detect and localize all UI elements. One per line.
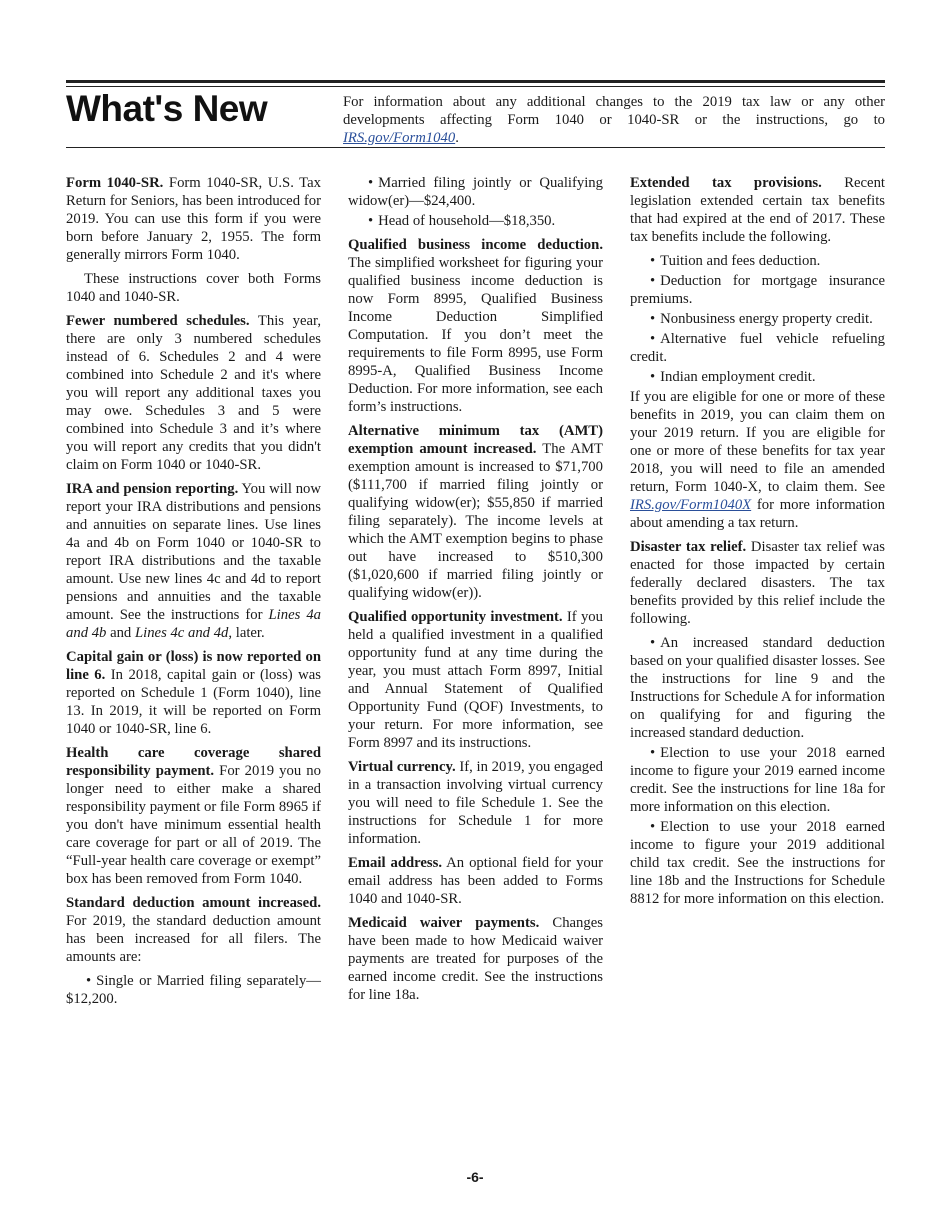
column-3 — [630, 174, 885, 910]
list-item — [630, 330, 885, 366]
paragraph-capital-gain — [66, 648, 321, 738]
heading-disaster-relief: Disaster tax relief. — [630, 539, 747, 555]
form1040-link[interactable]: IRS.gov/Form1040 — [343, 130, 456, 146]
column-2 — [348, 174, 603, 1010]
list-item-text: Single or Married filing separately—$12,200. — [66, 973, 321, 1007]
paragraph-email-address — [348, 854, 603, 908]
heading-standard-deduction: Standard deduction amount increased. — [66, 895, 321, 911]
paragraph-form-1040sr — [66, 174, 321, 264]
bullet-icon: • — [650, 311, 656, 327]
text-opportunity-investment: If you held a qualified investment in a qualified opportunity fund at any time during the year, you must attach Form 8997, Initial and Annual Statement of Qualified Opportunity Fund (QOF) Investments, to your return. For more information, see Form 8997 and its instructions. — [348, 609, 603, 751]
list-item-text: Deduction for mortgage insurance premiums. — [630, 273, 885, 307]
list-item — [630, 634, 885, 742]
bullet-icon: • — [650, 331, 656, 347]
list-item — [348, 174, 603, 210]
list-item-text: An increased standard deduction based on your qualified disaster losses. See the instructions for line 9 and the Instructions for Schedule A for information on qualifying for and figuring the increased standard deduction. — [630, 635, 885, 741]
list-item — [630, 310, 885, 328]
text-email-address: An optional field for your email address has been added to Forms 1040 and 1040-SR. — [348, 855, 603, 907]
intro-paragraph — [343, 93, 885, 147]
list-item — [630, 272, 885, 308]
heading-ira-pension: IRA and pension reporting. — [66, 481, 239, 497]
text-eligibility-end: for more information about amending a tax return. — [630, 497, 885, 531]
bullet-icon: • — [650, 745, 656, 761]
list-item — [630, 252, 885, 270]
bullet-icon: • — [650, 273, 656, 289]
list-item — [630, 818, 885, 908]
paragraph-instructions-cover: These instructions cover both Forms 1040 and 1040-SR. — [66, 271, 321, 305]
ref-lines-4c-4d: Lines 4c and 4d — [134, 625, 229, 641]
paragraph-health-care — [66, 744, 321, 888]
bullet-icon: • — [368, 213, 374, 229]
list-item — [66, 972, 321, 1008]
paragraph-eligibility — [630, 388, 885, 532]
header-rule-thin — [66, 86, 885, 87]
header-rule-thick — [66, 80, 885, 83]
text-and: and — [106, 625, 135, 641]
ref-lines-4a-4b: Lines 4a and 4b — [66, 607, 322, 641]
list-item — [630, 744, 885, 816]
heading-form-1040sr: Form 1040-SR. — [66, 175, 164, 191]
page-number: -6- — [466, 1169, 484, 1185]
text-form-1040sr: Form 1040-SR, U.S. Tax Return for Seniors, has been introduced for 2019. You can use this form if you were born before January 2, 1955. The form generally mirrors Form 1040. — [66, 175, 321, 263]
bullet-icon: • — [650, 819, 656, 835]
text-fewer-schedules: This year, there are only 3 numbered schedules instead of 6. Schedules 2 and 4 were combined into Schedule 2 and it's where you will report any additional taxes you may owe. Schedules 3 and 5 were combined into Schedule 3 and it’s where you will report any credits that you didn't claim on Form 1040 or 1040-SR. — [66, 313, 321, 473]
text-qbi-deduction: The simplified worksheet for figuring your qualified business income deduction is now Form 8995, Qualified Business Income Deduction Simplified Computation. If you don’t meet the requirements to file Form 8995, use Form 8995-A, Qualified Business Income Deduction. For more information, see each form’s instructions. — [348, 255, 603, 415]
list-item-text: Indian employment credit. — [660, 369, 816, 385]
list-item-text: Married filing jointly or Qualifying widow(er)—$24,400. — [348, 175, 603, 209]
form1040x-link[interactable]: IRS.gov/Form1040X — [630, 497, 752, 513]
intro-text: For information about any additional changes to the 2019 tax law or any other developments affecting Form 1040 or 1040-SR or the instructions, go to — [343, 94, 885, 128]
bullet-icon: • — [86, 973, 92, 989]
text-extended-provisions: Recent legislation extended certain tax benefits that had expired at the end of 2017. These tax benefits include the following. — [630, 175, 885, 245]
text-standard-deduction: For 2019, the standard deduction amount has been increased for all filers. The amounts are: — [66, 913, 321, 965]
paragraph-fewer-schedules — [66, 312, 321, 474]
page-title: What's New — [66, 88, 268, 129]
paragraph-virtual-currency — [348, 758, 603, 848]
paragraph-medicaid-waiver — [348, 914, 603, 1004]
bullet-icon: • — [650, 635, 656, 651]
text-health-care: For 2019 you no longer need to either make a shared responsibility payment or file Form 8965 if you don't have minimum essential health care coverage for part or all of 2019. The “Full-year health care coverage or exempt” box has been removed from Form 1040. — [66, 763, 321, 887]
paragraph-qbi-deduction — [348, 236, 603, 416]
bullet-icon: • — [650, 369, 656, 385]
heading-virtual-currency: Virtual currency. — [348, 759, 456, 775]
list-item-text: Tuition and fees deduction. — [660, 253, 821, 269]
header-rule-bottom — [66, 147, 885, 148]
heading-extended-provisions: Extended tax provisions. — [630, 175, 822, 191]
paragraph-standard-deduction — [66, 894, 321, 966]
heading-qbi-deduction: Qualified business income deduction. — [348, 237, 603, 253]
heading-amt: Alternative minimum tax (AMT) exemption amount increased. — [348, 423, 603, 457]
text-amt: The AMT exemption amount is increased to $71,700 ($111,700 if married filing jointly or qualifying widow(er); $55,850 if married filing separately). The income levels at which the AMT exemption begins to phase out have increased to $510,300 ($1,020,600 if married filing jointly or qualifying widow(er)). — [348, 441, 603, 601]
heading-email-address: Email address. — [348, 855, 443, 871]
column-1 — [66, 174, 321, 1010]
heading-fewer-schedules: Fewer numbered schedules. — [66, 313, 250, 329]
list-item — [348, 212, 603, 230]
list-item — [630, 368, 885, 386]
paragraph-extended-provisions — [630, 174, 885, 246]
text-capital-gain: In 2018, capital gain or (loss) was reported on Schedule 1 (Form 1040), line 13. In 2019, it will be reported on Form 1040 or 1040-SR, line 6. — [66, 667, 321, 737]
text-medicaid-waiver: Changes have been made to how Medicaid waiver payments are treated for purposes of the earned income credit. See the instructions for line 18a. — [348, 915, 603, 1003]
bullet-icon: • — [368, 175, 374, 191]
text-eligibility: If you are eligible for one or more of these benefits in 2019, you can claim them on your 2019 return. If you are eligible for one or more of these benefits for tax year 2018, you will need to file an amended return, Form 1040-X, to claim them. See — [630, 389, 885, 495]
heading-health-care: Health care coverage shared responsibility payment. — [66, 745, 321, 779]
paragraph-disaster-relief — [630, 538, 885, 628]
paragraph-opportunity-investment — [348, 608, 603, 752]
text-virtual-currency: If, in 2019, you engaged in a transaction involving virtual currency you will need to file Schedule 1. See the instructions for Schedule 1 for more information. — [348, 759, 603, 847]
heading-opportunity-investment: Qualified opportunity investment. — [348, 609, 563, 625]
bullet-icon: • — [650, 253, 656, 269]
text-disaster-relief: Disaster tax relief was enacted for those impacted by certain federally declared disasters. The tax benefits provided by this relief include the following. — [630, 539, 885, 627]
list-item-text: Election to use your 2018 earned income to figure your 2019 earned income credit. See the instructions for line 18a for more information on this election. — [630, 745, 885, 815]
paragraph-amt — [348, 422, 603, 602]
intro-end: . — [455, 130, 459, 146]
text-later: , later. — [228, 625, 265, 641]
heading-medicaid-waiver: Medicaid waiver payments. — [348, 915, 540, 931]
list-item-text: Nonbusiness energy property credit. — [660, 311, 873, 327]
paragraph-ira-pension — [66, 480, 321, 642]
text-ira-pension: You will now report your IRA distributions and pensions and annuities on separate lines. Use lines 4a and 4b on Form 1040 or 1040-SR to report IRA distributions and the taxable amount. Use new lines 4c and 4d to report pensions and annuities and the taxable amount. See the instructions for — [66, 481, 321, 623]
list-item-text: Head of household—$18,350. — [378, 213, 556, 229]
list-item-text: Election to use your 2018 earned income to figure your 2019 additional child tax credit. See the instructions for line 18b and the Instructions for Schedule 8812 for more information on this election. — [630, 819, 885, 907]
list-item-text: Alternative fuel vehicle refueling credit. — [630, 331, 885, 365]
heading-capital-gain: Capital gain or (loss) is now reported on line 6. — [66, 649, 321, 683]
